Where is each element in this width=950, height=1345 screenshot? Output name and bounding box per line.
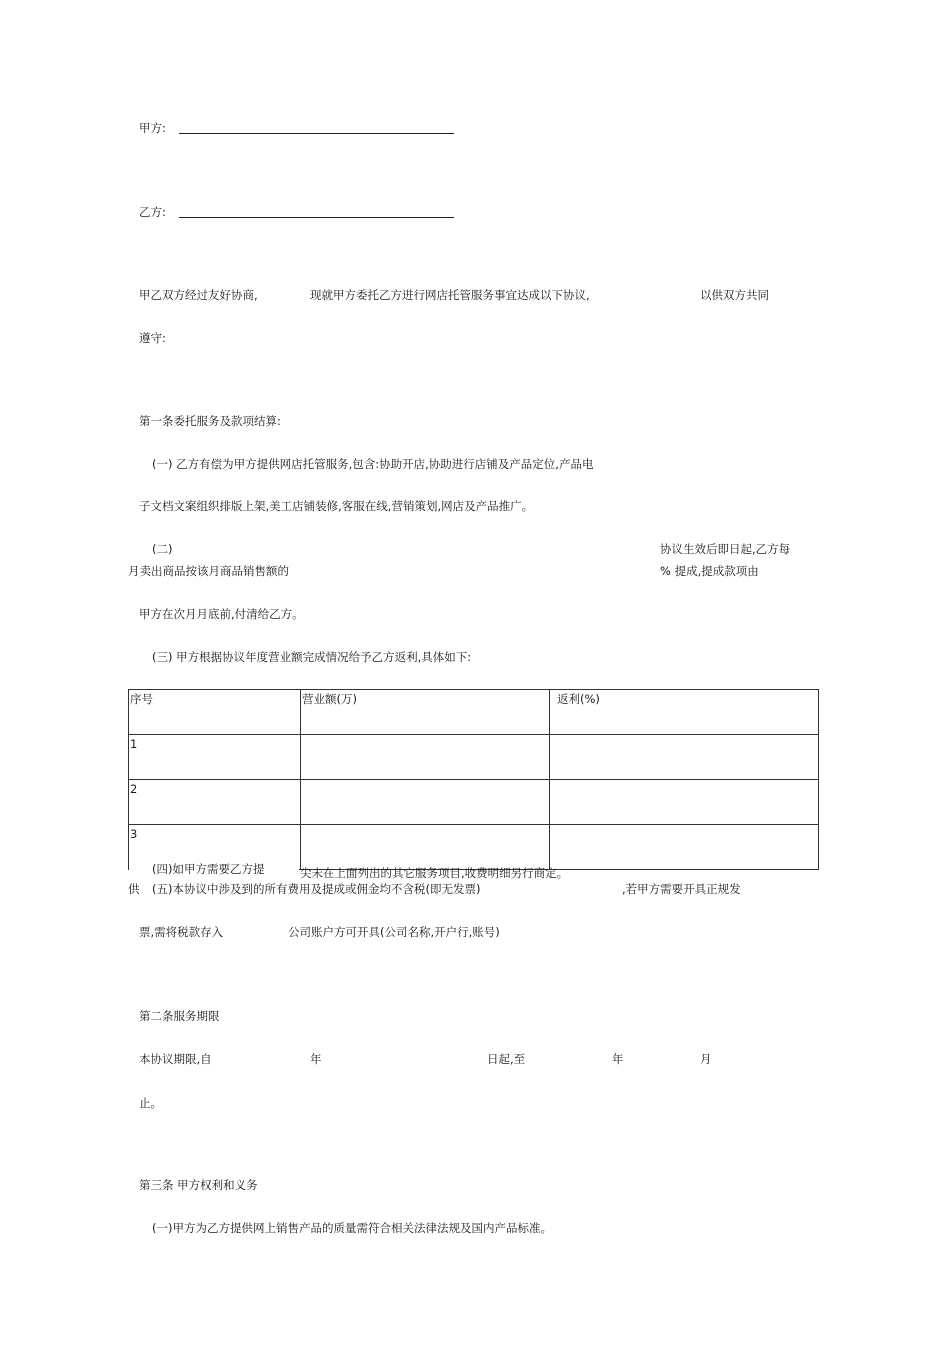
intro-part2: 现就甲方委托乙方进行网店托管服务事宜达成以下协议, bbox=[310, 288, 590, 302]
header-rebate: 返利(%) bbox=[550, 690, 819, 735]
row-revenue bbox=[301, 780, 550, 825]
article2-title: 第二条服务期限 bbox=[139, 1009, 220, 1023]
header-revenue: 营业额(万) bbox=[301, 690, 550, 735]
party-b-label: 乙方: bbox=[139, 205, 166, 219]
party-b-blank bbox=[179, 217, 454, 218]
article2-period-b: 年 bbox=[310, 1052, 322, 1066]
row-index: 3 bbox=[129, 825, 301, 870]
row-revenue bbox=[301, 735, 550, 780]
article1-item5-line1b: ,若甲方需要开具正规发 bbox=[622, 882, 741, 896]
row-rebate bbox=[550, 780, 819, 825]
header-index: 序号 bbox=[129, 690, 301, 735]
article1-item3: (三) 甲方根据协议年度营业额完成情况给予乙方返利,具体如下: bbox=[152, 650, 472, 664]
article1-item4-right: 尖未在上面列出的其它服务项目,收费明细另行商定。 bbox=[300, 866, 569, 880]
article2-period-d: 年 bbox=[612, 1052, 624, 1066]
row-index: 2 bbox=[129, 780, 301, 825]
article1-item5-line2a: 票,需将税款存入 bbox=[139, 925, 224, 939]
article1-item5-prefix: 供 bbox=[128, 882, 140, 896]
article3-item1: (一)甲方为乙方提供网上销售产品的质量需符合相关法律法规及国内产品标准。 bbox=[152, 1221, 552, 1235]
article1-item5-line2b: 公司账户方可开具(公司名称,开户行,账号) bbox=[288, 925, 500, 939]
party-a-blank bbox=[179, 133, 454, 134]
intro-part4: 遵守: bbox=[139, 331, 166, 345]
intro-part3: 以供双方共同 bbox=[700, 288, 769, 302]
article1-item2-label: (二) bbox=[152, 542, 173, 556]
table-row bbox=[129, 780, 819, 825]
article2-period-e: 月 bbox=[700, 1052, 712, 1066]
article1-item1-line1: (一) 乙方有偿为甲方提供网店托管服务,包含:协助开店,协助进行店铺及产品定位,产品电 bbox=[152, 457, 594, 471]
article2-period-end: 止。 bbox=[139, 1096, 162, 1110]
article1-item5-line1: (五)本协议中涉及到的所有费用及提成或佣金均不含税(即无发票) bbox=[152, 882, 481, 896]
article2-period-a: 本协议期限,自 bbox=[139, 1052, 212, 1066]
rebate-table bbox=[128, 689, 819, 870]
table-header-row bbox=[129, 690, 819, 735]
article1-item2-line2b: % 提成,提成款项由 bbox=[660, 564, 759, 578]
party-a-label: 甲方: bbox=[139, 121, 166, 135]
article2-period-c: 日起,至 bbox=[487, 1052, 526, 1066]
intro-part1: 甲乙双方经过友好协商, bbox=[139, 288, 258, 302]
row-index: 1 bbox=[129, 735, 301, 780]
row-rebate bbox=[550, 735, 819, 780]
table-row bbox=[129, 735, 819, 780]
article1-item2-line2a: 月卖出商品按该月商品销售额的 bbox=[128, 564, 289, 578]
article1-item2-line3: 甲方在次月月底前,付清给乙方。 bbox=[139, 607, 304, 621]
article1-item1-line2: 子文档文案组织排版上架,美工店铺装修,客服在线,营销策划,网店及产品推广。 bbox=[139, 499, 534, 513]
article1-title: 第一条委托服务及款项结算: bbox=[139, 414, 281, 428]
article3-title: 第三条 甲方权利和义务 bbox=[139, 1178, 258, 1192]
row-rebate bbox=[550, 825, 819, 870]
article1-item2-right: 协议生效后即日起,乙方每 bbox=[660, 542, 791, 556]
article1-item4-left: (四)如甲方需要乙方提 bbox=[152, 862, 265, 876]
row-revenue bbox=[301, 825, 550, 870]
